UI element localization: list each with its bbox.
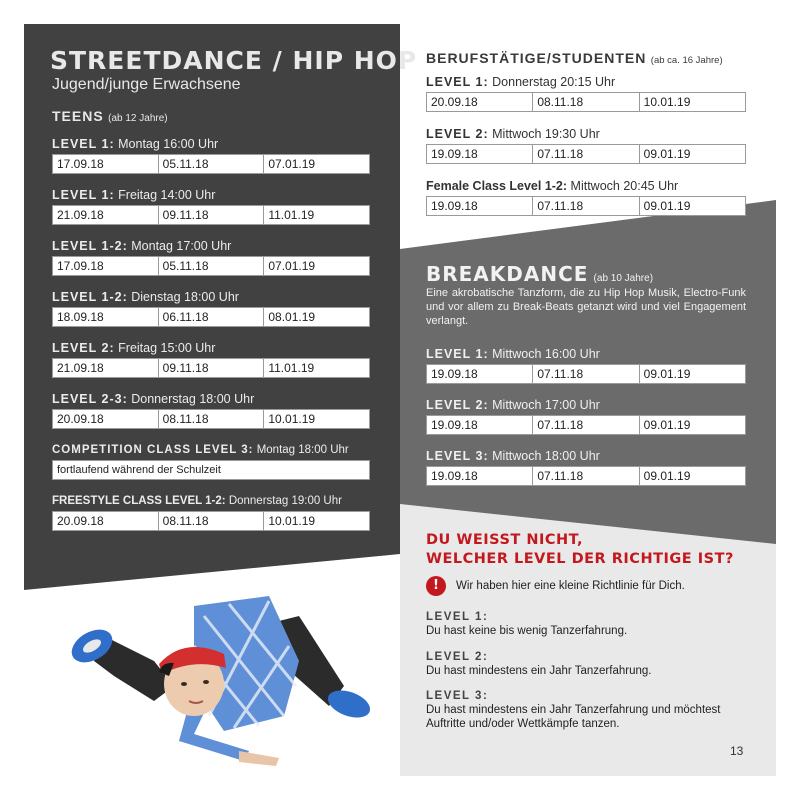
course-label: LEVEL 3: Mittwoch 18:00 Uhr: [426, 449, 600, 463]
level-guide-item: [426, 650, 756, 678]
adults-label: BERUFSTÄTIGE/STUDENTEN: [426, 50, 647, 66]
course-label: COMPETITION CLASS LEVEL 3: Montag 18:00 Uhr: [52, 444, 349, 456]
date-cell: 05.11.18: [159, 155, 265, 173]
course-label: LEVEL 1-2: Dienstag 18:00 Uhr: [52, 290, 239, 304]
course-block: [426, 448, 746, 486]
level-guide-label: LEVEL 3:: [426, 690, 489, 702]
course-label: LEVEL 2: Mittwoch 17:00 Uhr: [426, 398, 600, 412]
course-label: LEVEL 2: Freitag 15:00 Uhr: [52, 341, 216, 355]
date-cell: 09.01.19: [643, 469, 691, 483]
date-cell: 20.09.18: [53, 410, 159, 428]
date-cell: 09.11.18: [159, 359, 265, 377]
course-label: Female Class Level 1-2: Mittwoch 20:45 Uhr: [426, 179, 679, 193]
teens-label: TEENS: [52, 108, 104, 124]
exclamation-circle-icon: !: [426, 576, 446, 596]
date-cell: 17.09.18: [53, 257, 159, 275]
date-row: [52, 307, 370, 327]
level-guide-item: [426, 610, 756, 638]
course-block: [426, 397, 746, 435]
brochure-page: [24, 24, 776, 776]
date-row: [52, 358, 370, 378]
date-cell: 07.01.19: [268, 157, 316, 171]
level-guide-text: Du hast mindestens ein Jahr Tanzerfahrung und möchtest Auftritte und/oder Wettkämpfe tanzen.: [426, 704, 721, 730]
course-label: FREESTYLE CLASS LEVEL 1-2: Donnerstag 19:00 Uhr: [52, 495, 342, 507]
date-row: [426, 92, 746, 112]
streetdance-title: STREETDANCE / HIP HOP: [50, 46, 418, 75]
date-cell: 09.01.19: [643, 418, 691, 432]
date-row: [52, 460, 370, 480]
date-cell: 19.09.18: [427, 365, 533, 383]
date-cell: 19.09.18: [427, 145, 533, 163]
level-guide-label: LEVEL 2:: [426, 651, 489, 663]
level-guide-item: [426, 689, 756, 731]
date-cell: 11.01.19: [268, 361, 315, 375]
date-cell: 09.01.19: [643, 147, 691, 161]
level-guide-note-text: Wir haben hier eine kleine Richtlinie für Dich.: [456, 580, 685, 592]
date-cell: 21.09.18: [53, 359, 159, 377]
date-cell: 19.09.18: [427, 416, 533, 434]
date-cell: 08.11.18: [533, 93, 639, 111]
adults-heading: [426, 50, 723, 68]
date-cell: 07.11.18: [533, 365, 639, 383]
course-label: LEVEL 1: Montag 16:00 Uhr: [52, 137, 219, 151]
course-label: LEVEL 2: Mittwoch 19:30 Uhr: [426, 127, 600, 141]
date-cell: 06.11.18: [159, 308, 265, 326]
teens-heading: [52, 108, 168, 126]
date-cell: 10.01.19: [268, 412, 316, 426]
date-cell: 18.09.18: [53, 308, 159, 326]
adults-age-note: (ab ca. 16 Jahre): [650, 55, 723, 66]
date-cell: 07.01.19: [268, 259, 316, 273]
level-guide-text: Du hast mindestens ein Jahr Tanzerfahrung.: [426, 665, 652, 677]
date-cell: 21.09.18: [53, 206, 159, 224]
date-cell: 20.09.18: [427, 93, 533, 111]
breakdance-title: BREAKDANCE: [426, 262, 589, 286]
date-row: [426, 144, 746, 164]
level-guide-note: [426, 576, 685, 596]
course-label: LEVEL 1-2: Montag 17:00 Uhr: [52, 239, 232, 253]
date-cell: 08.01.19: [268, 310, 316, 324]
date-row: [52, 511, 370, 531]
date-row: [426, 415, 746, 435]
level-guide-title: [426, 531, 756, 569]
level-guide-title-line1: DU WEISST NICHT,: [426, 532, 583, 548]
date-cell: 19.09.18: [427, 467, 533, 485]
breakdance-heading: [426, 262, 653, 286]
course-block: [52, 391, 370, 429]
course-block: [426, 178, 746, 216]
date-cell: 09.01.19: [643, 367, 691, 381]
date-cell: 07.11.18: [533, 145, 639, 163]
course-block: [52, 187, 370, 225]
course-block: [52, 238, 370, 276]
course-block: [52, 442, 370, 480]
date-cell: 20.09.18: [53, 512, 159, 530]
course-block: [426, 346, 746, 384]
course-block: [52, 289, 370, 327]
date-cell: 17.09.18: [53, 155, 159, 173]
breakdancer-photo: [44, 566, 384, 776]
date-cell: 07.11.18: [533, 197, 639, 215]
course-label: LEVEL 1: Mittwoch 16:00 Uhr: [426, 347, 600, 361]
date-cell: 10.01.19: [643, 95, 691, 109]
date-row: [426, 466, 746, 486]
course-block: [52, 136, 370, 174]
date-cell: 05.11.18: [159, 257, 265, 275]
date-row: [426, 196, 746, 216]
date-cell: 08.11.18: [159, 410, 265, 428]
date-cell: 10.01.19: [268, 514, 316, 528]
streetdance-subtitle: Jugend/junge Erwachsene: [52, 76, 241, 93]
date-cell: 08.11.18: [159, 512, 265, 530]
date-cell: 07.11.18: [533, 467, 639, 485]
date-cell: 09.11.18: [159, 206, 265, 224]
course-label: LEVEL 1: Donnerstag 20:15 Uhr: [426, 75, 616, 89]
level-guide-label: LEVEL 1:: [426, 611, 489, 623]
course-block: [52, 340, 370, 378]
course-label: LEVEL 1: Freitag 14:00 Uhr: [52, 188, 216, 202]
level-guide-text: Du hast keine bis wenig Tanzerfahrung.: [426, 625, 628, 637]
date-cell: 09.01.19: [643, 199, 691, 213]
date-row: [426, 364, 746, 384]
date-cell: 19.09.18: [427, 197, 533, 215]
date-row: [52, 256, 370, 276]
course-label: LEVEL 2-3: Donnerstag 18:00 Uhr: [52, 392, 255, 406]
teens-age-note: (ab 12 Jahre): [108, 113, 168, 124]
page-number: 13: [730, 744, 744, 758]
breakdance-age-note: (ab 10 Jahre): [593, 273, 654, 284]
date-cell: 07.11.18: [533, 416, 639, 434]
date-cell: 11.01.19: [268, 208, 315, 222]
course-block: [52, 493, 370, 531]
course-note: fortlaufend während der Schulzeit: [57, 464, 221, 476]
date-row: [52, 409, 370, 429]
date-row: [52, 205, 370, 225]
level-guide-title-line2: WELCHER LEVEL DER RICHTIGE IST?: [426, 551, 734, 567]
course-block: [426, 74, 746, 112]
breakdance-description: Eine akrobatische Tanzform, die zu Hip Hop Musik, Electro-Funk und vor allem zu Break-Beats getanzt wird und viel Engagement verlangt.: [426, 287, 746, 327]
course-block: [426, 126, 746, 164]
date-row: [52, 154, 370, 174]
